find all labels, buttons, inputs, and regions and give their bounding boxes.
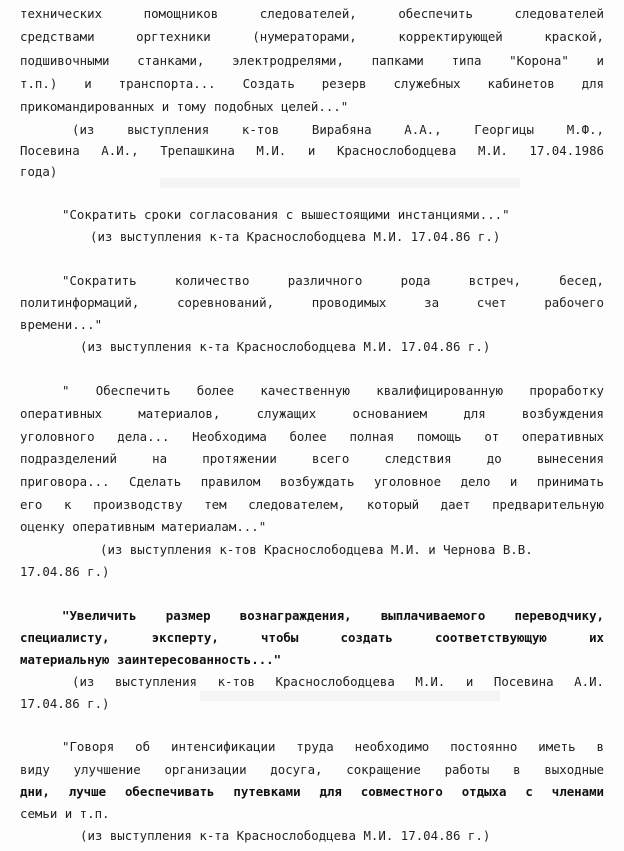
citation-line: 17.04.86 г.) xyxy=(20,696,110,711)
quote-line: уголовного дела... Необходима более полная помощь от оперативных xyxy=(20,429,604,444)
quote-line: оценку оперативным материалам..." xyxy=(20,519,267,534)
quote-line: "Сократить количество различного рода встреч, бесед, xyxy=(62,273,604,288)
quote-line: "Сократить сроки согласования с вышестоящими инстанциями..." xyxy=(62,207,510,222)
quote-line: оперативных материалов, служащих основанием для возбуждения xyxy=(20,406,604,421)
quote-line: времени..." xyxy=(20,317,103,332)
text-line: средствами оргтехники (нумераторами, корректирующей краской, xyxy=(20,29,604,44)
quote-line: дни, лучше обеспечивать путевками для совместного отдыха с членами xyxy=(20,784,604,799)
citation-line: 17.04.86 г.) xyxy=(20,564,110,579)
citation-line: (из выступления к-тов Краснослободцева М.И. и Посевина А.И. xyxy=(72,674,604,689)
text-line: прикомандированных и тому подобных целей..." xyxy=(20,99,349,114)
quote-line: политинформаций, соревнований, проводимых за счет рабочего xyxy=(20,295,604,310)
text-line: подшивочными станками, электродрелями, папками типа "Корона" и xyxy=(20,53,604,68)
quote-line: семьи и т.п. xyxy=(20,806,110,821)
quote-line: " Обеспечить более качественную квалифицированную проработку xyxy=(62,383,604,398)
citation-line: (из выступления к-тов Вирабяна А.А., Георгицы М.Ф., xyxy=(72,122,604,137)
citation-line: Посевина А.И., Трепашкина М.И. и Краснослободцева М.И. 17.04.1986 xyxy=(20,143,604,158)
quote-line: материальную заинтересованность..." xyxy=(20,652,282,667)
quote-line: приговора... Сделать правилом возбуждать уголовное дело и принимать xyxy=(20,474,604,489)
quote-line: "Говоря об интенсификации труда необходимо постоянно иметь в xyxy=(62,739,604,754)
quote-line: виду улучшение организации досуга, сокращение работы в выходные xyxy=(20,762,604,777)
faint-bleed-through xyxy=(160,178,520,188)
citation-line: (из выступления к-та Краснослободцева М.И. 17.04.86 г.) xyxy=(90,229,501,244)
quote-line: специалисту, эксперту, чтобы создать соответствующую их xyxy=(20,630,604,645)
faint-bleed-through xyxy=(200,691,500,701)
citation-line: (из выступления к-та Краснослободцева М.И. 17.04.86 г.) xyxy=(80,339,491,354)
citation-line: года) xyxy=(20,164,58,179)
quote-line: его к производству тем следователем, который дает предварительную xyxy=(20,497,604,512)
citation-line: (из выступления к-та Краснослободцева М.И. 17.04.86 г.) xyxy=(80,828,491,843)
citation-line: (из выступления к-тов Краснослободцева М.И. и Чернова В.В. xyxy=(100,542,533,557)
text-line: т.п.) и транспорта... Создать резерв служебных кабинетов для xyxy=(20,76,604,91)
text-line: технических помощников следователей, обеспечить следователей xyxy=(20,6,604,21)
quote-line: "Увеличить размер вознаграждения, выплачиваемого переводчику, xyxy=(62,608,604,623)
quote-line: подразделений на протяжении всего следствия до вынесения xyxy=(20,451,604,466)
